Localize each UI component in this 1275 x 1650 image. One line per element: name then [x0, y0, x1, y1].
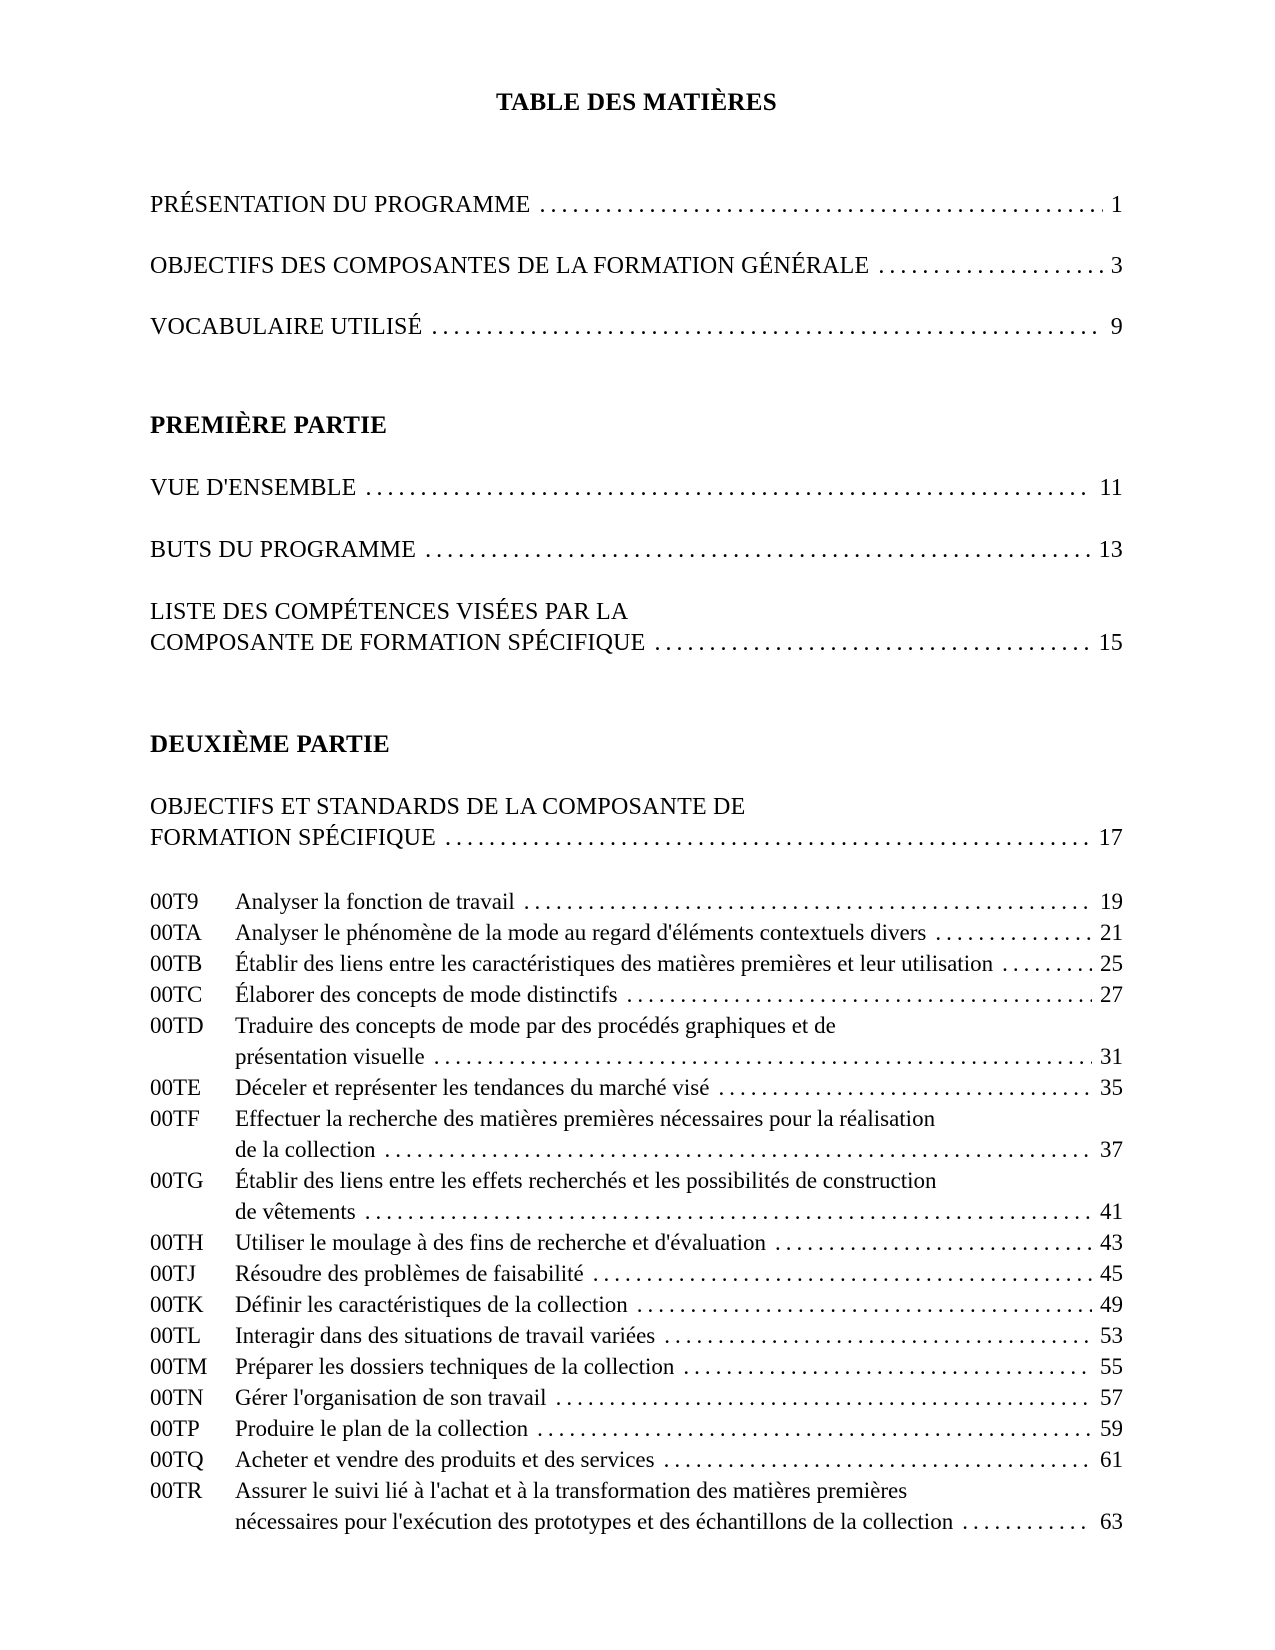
toc-entry-text: FORMATION SPÉCIFIQUE [150, 825, 437, 851]
competency-code: 00TD [150, 1013, 204, 1038]
competency-body [235, 948, 1123, 979]
dot-leader [556, 1382, 1092, 1413]
part-2-heading: DEUXIÈME PARTIE [150, 731, 390, 758]
competency-body [235, 1382, 1123, 1413]
toc-entry-page: 61 [1100, 1447, 1123, 1472]
toc-entry-page: 31 [1100, 1044, 1123, 1069]
toc-entry-line [235, 917, 1123, 948]
toc-entry-text: Interagir dans des situations de travail variées [235, 1323, 656, 1348]
toc-entry-text: BUTS DU PROGRAMME [150, 537, 417, 563]
toc-entry-page: 15 [1098, 630, 1123, 656]
toc-entry-line [235, 1196, 1123, 1227]
competency-code: 00TP [150, 1416, 200, 1441]
toc-entry [150, 473, 1123, 504]
dot-leader [775, 1227, 1092, 1258]
dot-leader [445, 823, 1091, 854]
part-2-section [150, 730, 1123, 1537]
competency-body [235, 1351, 1123, 1382]
toc-entry-page: 25 [1100, 951, 1123, 976]
toc-entry-text: de la collection [235, 1137, 376, 1162]
competency-body [235, 1444, 1123, 1475]
front-matter-list [150, 190, 1123, 343]
dot-leader [655, 628, 1091, 659]
competency-code: 00TQ [150, 1447, 204, 1472]
toc-entry-page: 53 [1100, 1323, 1123, 1348]
competency-list [150, 886, 1123, 1537]
competency-code: 00TE [150, 1075, 202, 1100]
toc-entry-line: Établir des liens entre les effets recherchés et les possibilités de construction [235, 1168, 937, 1193]
toc-entry-line [235, 979, 1123, 1010]
competency-entry [150, 1351, 1123, 1382]
toc-entry-text: Analyser la fonction de travail [235, 889, 515, 914]
toc-entry-line [235, 1413, 1123, 1444]
competency-body [235, 1289, 1123, 1320]
toc-entry-text: de vêtements [235, 1199, 356, 1224]
toc-entry-text: VUE D'ENSEMBLE [150, 475, 357, 501]
toc-entry-line [235, 1289, 1123, 1320]
toc-entry-text: Produire le plan de la collection [235, 1416, 529, 1441]
competency-body [235, 1227, 1123, 1258]
toc-entry-line [235, 1382, 1123, 1413]
toc-entry-line [150, 251, 1123, 282]
competency-entry [150, 948, 1123, 979]
dot-leader [683, 1351, 1092, 1382]
toc-entry-text: PRÉSENTATION DU PROGRAMME [150, 192, 531, 218]
toc-entry-text: Résoudre des problèmes de faisabilité [235, 1261, 584, 1286]
competency-entry [150, 1072, 1123, 1103]
part-1-heading: PREMIÈRE PARTIE [150, 412, 388, 439]
toc-entry-line [235, 1320, 1123, 1351]
competency-entry [150, 1227, 1123, 1258]
competency-body [235, 917, 1123, 948]
toc-entry-text: Élaborer des concepts de mode distinctifs [235, 982, 618, 1007]
competency-body [235, 1320, 1123, 1351]
dot-leader [718, 1072, 1092, 1103]
competency-entry [150, 886, 1123, 917]
toc-entry-text: Déceler et représenter les tendances du marché visé [235, 1075, 710, 1100]
competency-code: 00TM [150, 1354, 208, 1379]
toc-entry-page: 21 [1100, 920, 1123, 945]
toc-entry-page: 3 [1110, 253, 1123, 279]
competency-entry [150, 917, 1123, 948]
dot-leader [1002, 948, 1092, 979]
competency-code: 00TJ [150, 1261, 196, 1286]
competency-body [235, 1413, 1123, 1444]
dot-leader [664, 1320, 1092, 1351]
page-title: TABLE DES MATIÈRES [496, 89, 777, 116]
toc-entry-text: Analyser le phénomène de la mode au regard d'éléments contextuels divers [235, 920, 927, 945]
competency-entry [150, 1444, 1123, 1475]
competency-entry [150, 1258, 1123, 1289]
dot-leader [627, 979, 1092, 1010]
toc-entry-line [150, 473, 1123, 504]
competency-body [235, 1475, 1123, 1537]
toc-entry-text: VOCABULAIRE UTILISÉ [150, 314, 423, 340]
competency-body [235, 979, 1123, 1010]
toc-entry-line [150, 190, 1123, 221]
toc-entry-line: Assurer le suivi lié à l'achat et à la transformation des matières premières [235, 1478, 908, 1503]
dot-leader [935, 917, 1092, 948]
toc-entry-text: présentation visuelle [235, 1044, 425, 1069]
toc-entry-line [235, 886, 1123, 917]
toc-entry-page: 13 [1098, 537, 1123, 563]
dot-leader [664, 1444, 1092, 1475]
toc-entry-line [150, 312, 1123, 343]
toc-entry-page: 55 [1100, 1354, 1123, 1379]
competency-entry [150, 1289, 1123, 1320]
part-1-entries [150, 473, 1123, 659]
toc-entry [150, 190, 1123, 221]
competency-entry [150, 1103, 1123, 1165]
toc-entry-line [235, 1258, 1123, 1289]
toc-entry-text: Préparer les dossiers techniques de la collection [235, 1354, 675, 1379]
competency-entry [150, 1475, 1123, 1537]
toc-entry-line [150, 628, 1123, 659]
competency-body [235, 886, 1123, 917]
toc-entry-page: 57 [1100, 1385, 1123, 1410]
competency-code: 00TN [150, 1385, 204, 1410]
competency-code: 00TB [150, 951, 203, 976]
toc-entry-page: 9 [1110, 314, 1123, 340]
toc-entry [150, 792, 1123, 854]
competency-body [235, 1103, 1123, 1165]
competency-body [235, 1165, 1123, 1227]
toc-entry-page: 49 [1100, 1292, 1123, 1317]
dot-leader [593, 1258, 1092, 1289]
toc-entry-text: Gérer l'organisation de son travail [235, 1385, 547, 1410]
toc-entry-text: OBJECTIFS DES COMPOSANTES DE LA FORMATION GÉNÉRALE [150, 253, 870, 279]
toc-entry-line: Traduire des concepts de mode par des procédés graphiques et de [235, 1013, 836, 1038]
toc-entry-page: 11 [1099, 475, 1123, 501]
part-1-section [150, 411, 1123, 659]
toc-entry-text: Définir les caractéristiques de la collection [235, 1292, 628, 1317]
dot-leader [385, 1134, 1093, 1165]
toc-entry-line [235, 1134, 1123, 1165]
competency-body [235, 1258, 1123, 1289]
toc-entry-page: 45 [1100, 1261, 1123, 1286]
dot-leader [524, 886, 1092, 917]
dot-leader [431, 312, 1102, 343]
toc-entry-line: LISTE DES COMPÉTENCES VISÉES PAR LA [150, 599, 629, 625]
dot-leader [637, 1289, 1092, 1320]
toc-entry-page: 43 [1100, 1230, 1123, 1255]
toc-entry [150, 251, 1123, 282]
dot-leader [537, 1413, 1092, 1444]
toc-entry [150, 597, 1123, 659]
toc-entry-page: 19 [1100, 889, 1123, 914]
competency-entry [150, 1010, 1123, 1072]
toc-entry-line [150, 823, 1123, 854]
dot-leader [962, 1506, 1092, 1537]
toc-entry-text: COMPOSANTE DE FORMATION SPÉCIFIQUE [150, 630, 646, 656]
competency-entry [150, 1413, 1123, 1444]
dot-leader [878, 251, 1102, 282]
toc-entry-text: Utiliser le moulage à des fins de recherche et d'évaluation [235, 1230, 767, 1255]
competency-entry [150, 1382, 1123, 1413]
competency-code: 00TL [150, 1323, 202, 1348]
dot-leader [365, 1196, 1092, 1227]
toc-entry-page: 27 [1100, 982, 1123, 1007]
toc-entry-page: 59 [1100, 1416, 1123, 1441]
toc-entry-page: 17 [1098, 825, 1123, 851]
toc-entry-page: 35 [1100, 1075, 1123, 1100]
toc-entry [150, 535, 1123, 566]
dot-leader [539, 190, 1102, 221]
toc-entry-line: OBJECTIFS ET STANDARDS DE LA COMPOSANTE DE [150, 794, 746, 820]
toc-entry-line: Effectuer la recherche des matières premières nécessaires pour la réalisation [235, 1106, 936, 1131]
toc-entry-line [235, 948, 1123, 979]
competency-code: 00TG [150, 1168, 204, 1193]
competency-entry [150, 979, 1123, 1010]
toc-entry-line [235, 1351, 1123, 1382]
competency-code: 00TA [150, 920, 202, 945]
toc-entry-line [235, 1227, 1123, 1258]
competency-code: 00TC [150, 982, 203, 1007]
toc-entry-line [235, 1444, 1123, 1475]
toc-entry-page: 1 [1110, 192, 1123, 218]
toc-entry [150, 312, 1123, 343]
competency-code: 00TR [150, 1478, 203, 1503]
competency-body [235, 1072, 1123, 1103]
part-2-entries [150, 792, 1123, 854]
competency-code: 00TF [150, 1106, 200, 1131]
toc-entry-line [235, 1506, 1123, 1537]
toc-entry-line [150, 535, 1123, 566]
competency-code: 00TH [150, 1230, 204, 1255]
toc-entry-line [235, 1072, 1123, 1103]
toc-entry-text: Établir des liens entre les caractéristiques des matières premières et leur utilisation [235, 951, 994, 976]
competency-body [235, 1010, 1123, 1072]
toc-entry-text: Acheter et vendre des produits et des services [235, 1447, 655, 1472]
dot-leader [425, 535, 1090, 566]
toc-entry-line [235, 1041, 1123, 1072]
competency-code: 00TK [150, 1292, 204, 1317]
toc-entry-text: nécessaires pour l'exécution des prototypes et des échantillons de la collection [235, 1509, 954, 1534]
dot-leader [365, 473, 1091, 504]
competency-code: 00T9 [150, 889, 199, 914]
competency-entry [150, 1165, 1123, 1227]
dot-leader [434, 1041, 1092, 1072]
toc-entry-page: 37 [1100, 1137, 1123, 1162]
competency-entry [150, 1320, 1123, 1351]
toc-entry-page: 63 [1100, 1509, 1123, 1534]
toc-entry-page: 41 [1100, 1199, 1123, 1224]
